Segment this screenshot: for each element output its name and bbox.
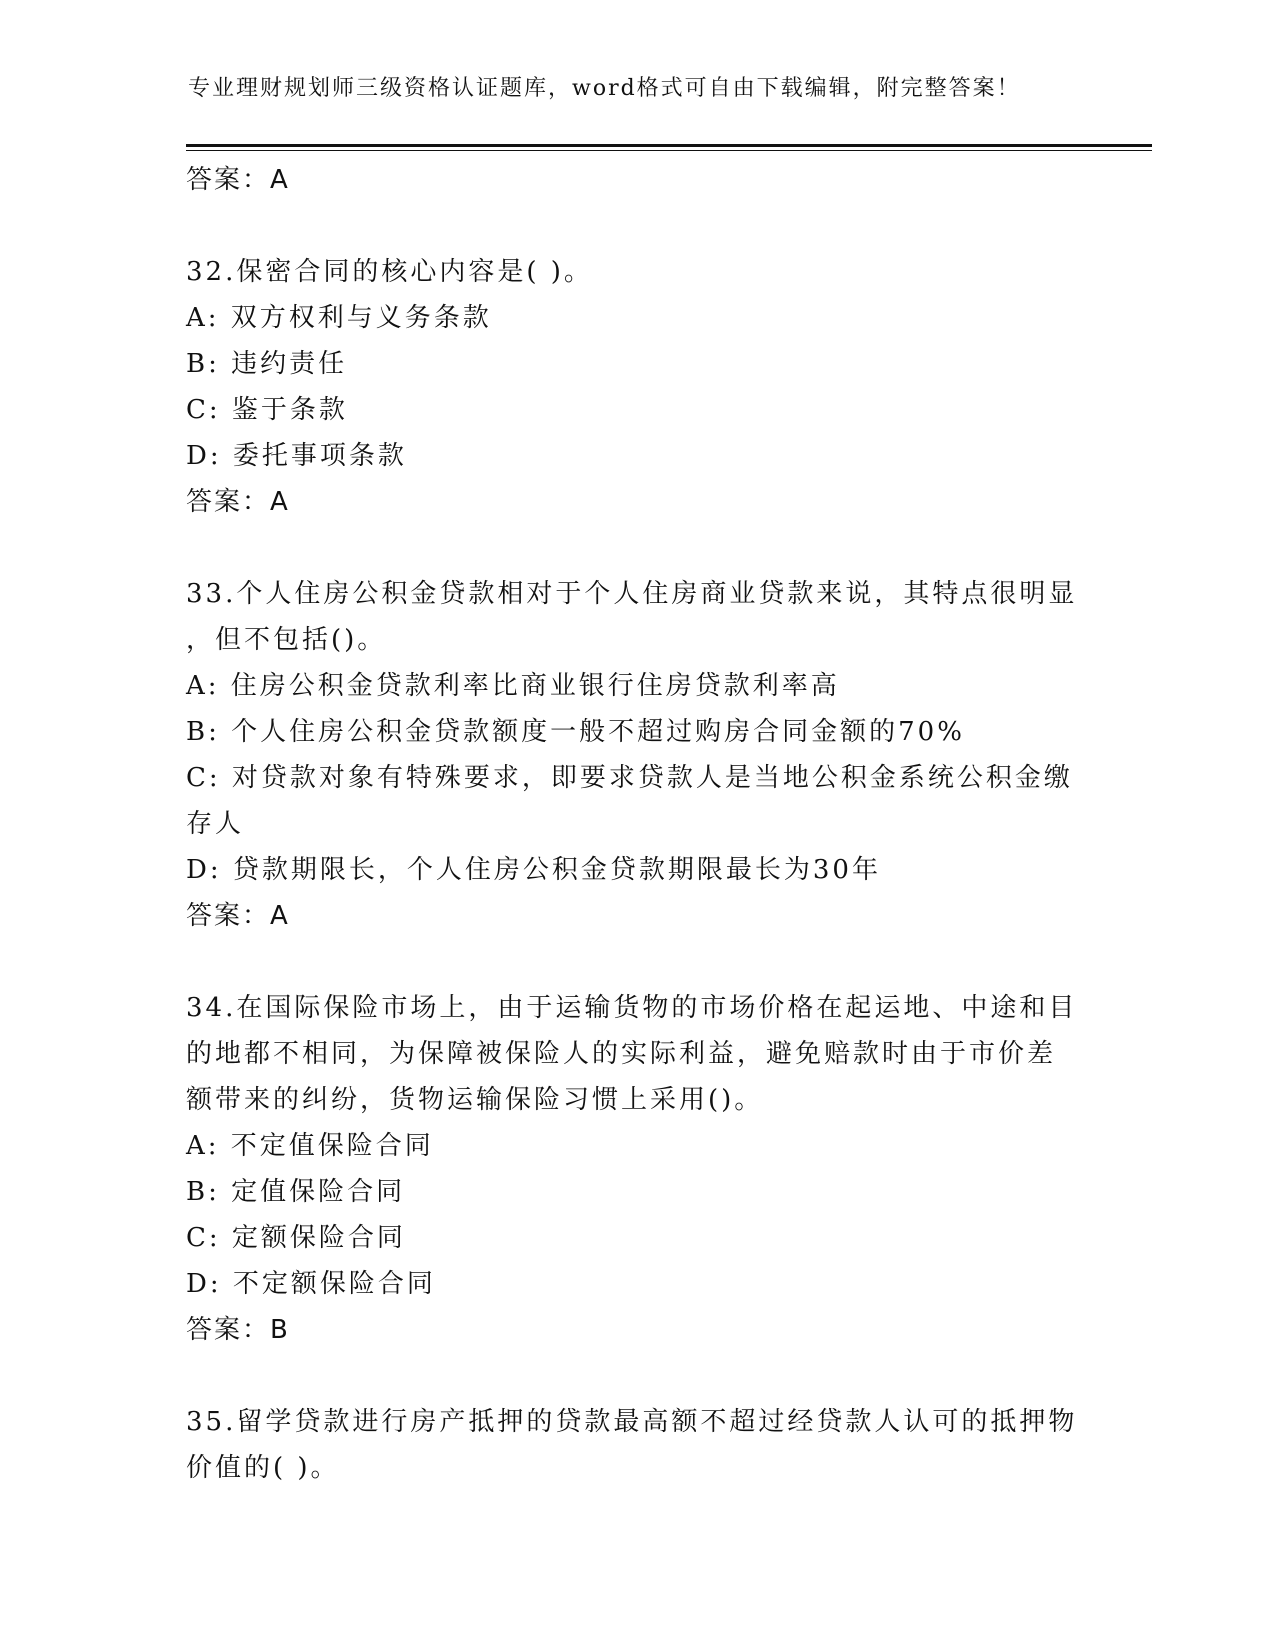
- question-stem: 35.留学贷款进行房产抵押的贷款最高额不超过经贷款人认可的抵押物: [186, 1407, 1078, 1437]
- question-stem: 32.保密合同的核心内容是( )。: [186, 257, 593, 287]
- document-body: [186, 157, 1086, 1491]
- option-b: B: 定值保险合同: [186, 1177, 406, 1207]
- option-b: B: 个人住房公积金贷款额度一般不超过购房合同金额的70%: [186, 717, 965, 747]
- option-a: A: 不定值保险合同: [186, 1131, 434, 1161]
- question-block: [186, 1399, 1086, 1491]
- header-rule-thick: [186, 144, 1152, 147]
- page-header: 专业理财规划师三级资格认证题库，word格式可自由下载编辑，附完整答案！: [188, 76, 1021, 101]
- question-stem-continued: ，但不包括()。: [186, 625, 387, 655]
- option-c: C: 定额保险合同: [186, 1223, 406, 1253]
- previous-answer: 答案：A: [186, 165, 290, 195]
- spacer: [186, 939, 1086, 985]
- option-d: D: 贷款期限长，个人住房公积金贷款期限最长为30年: [186, 855, 881, 885]
- answer-line: 答案：A: [186, 487, 290, 517]
- spacer: [186, 525, 1086, 571]
- header-rule-thin: [186, 150, 1152, 151]
- option-b: B: 违约责任: [186, 349, 348, 379]
- option-c: C: 鉴于条款: [186, 395, 348, 425]
- answer-line: 答案：A: [186, 901, 290, 931]
- option-c: C: 对贷款对象有特殊要求，即要求贷款人是当地公积金系统公积金缴: [186, 763, 1073, 793]
- question-stem: 33.个人住房公积金贷款相对于个人住房商业贷款来说，其特点很明显: [186, 579, 1078, 609]
- option-d: D: 不定额保险合同: [186, 1269, 436, 1299]
- question-block: [186, 571, 1086, 939]
- answer-line: 答案：B: [186, 1315, 290, 1345]
- question-stem-continued: 额带来的纠纷，货物运输保险习惯上采用()。: [186, 1085, 764, 1115]
- question-stem-continued: 价值的( )。: [186, 1453, 340, 1483]
- spacer: [186, 203, 1086, 249]
- question-block: [186, 249, 1086, 525]
- question-stem-continued: 的地都不相同，为保障被保险人的实际利益，避免赔款时由于市价差: [186, 1039, 1057, 1069]
- question-stem: 34.在国际保险市场上，由于运输货物的市场价格在起运地、中途和目: [186, 993, 1078, 1023]
- option-c-continued: 存人: [186, 809, 245, 839]
- spacer: [186, 1353, 1086, 1399]
- option-d: D: 委托事项条款: [186, 441, 407, 471]
- option-a: A: 住房公积金贷款利率比商业银行住房贷款利率高: [186, 671, 840, 701]
- option-a: A: 双方权利与义务条款: [186, 303, 492, 333]
- question-block: [186, 985, 1086, 1353]
